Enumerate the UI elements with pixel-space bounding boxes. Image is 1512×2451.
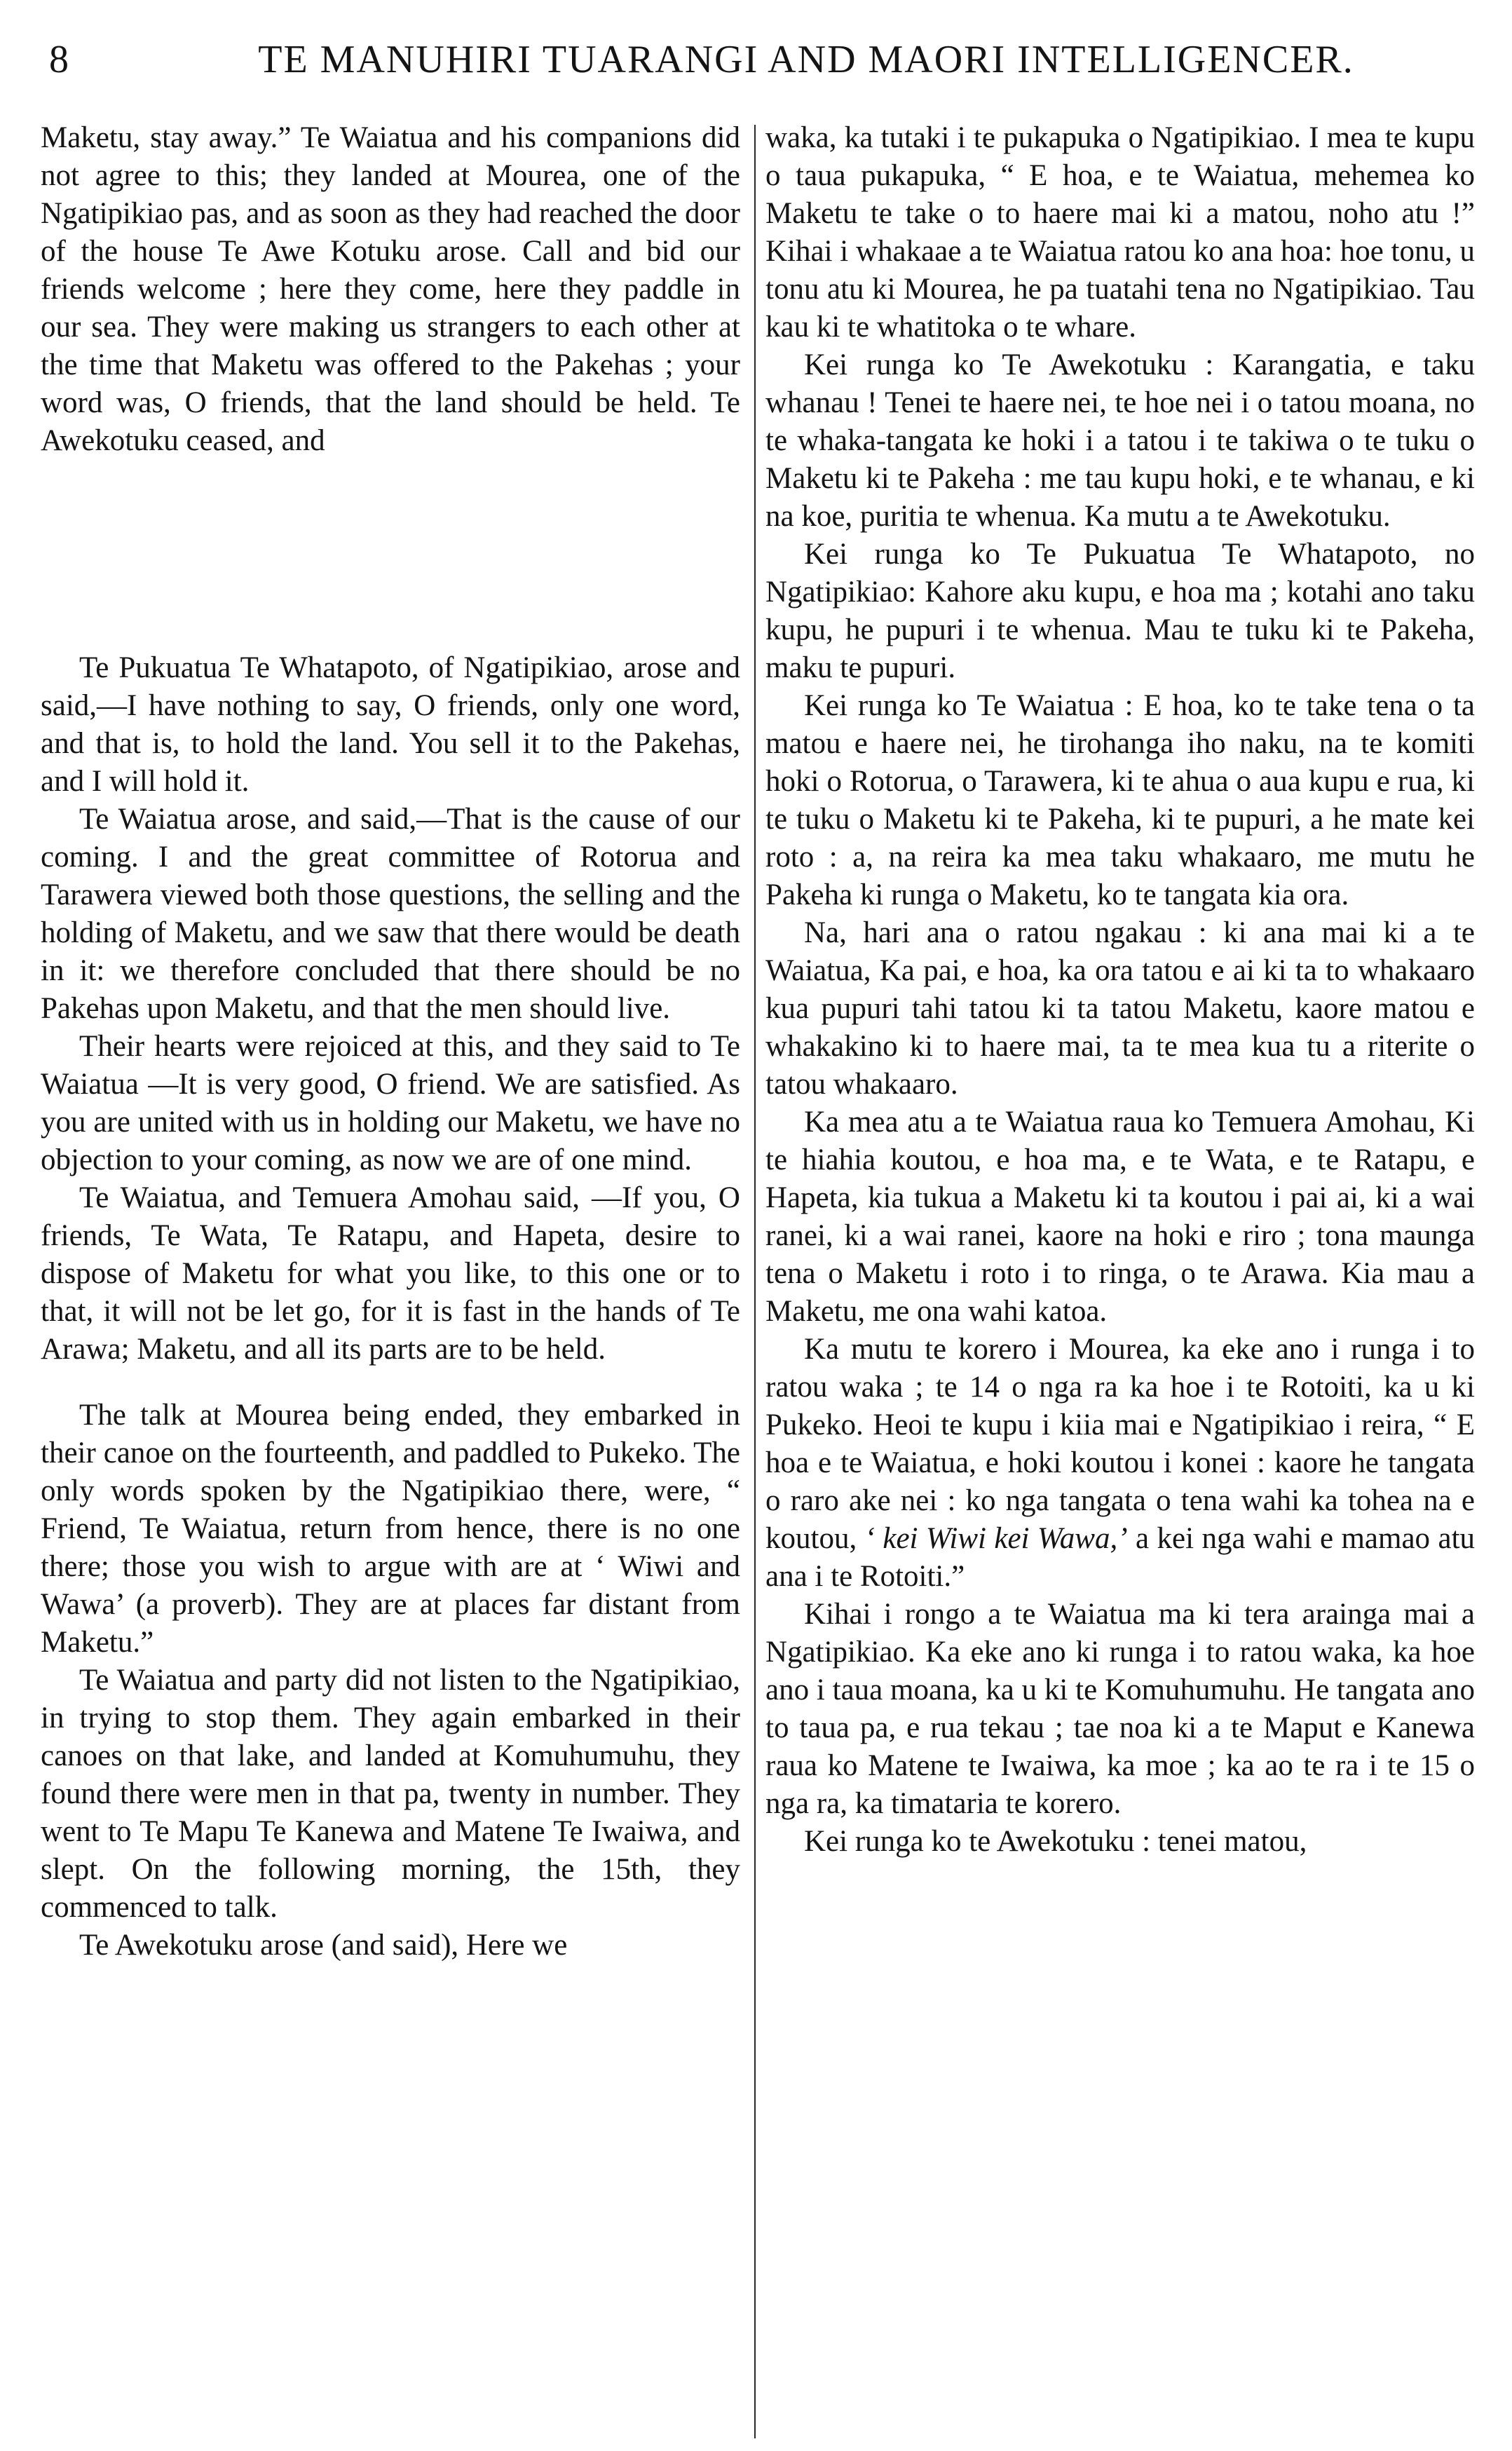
column-gap bbox=[41, 1369, 740, 1397]
paragraph: Na, hari ana o ratou ngakau : ki ana mai ki a te Waiatua, Ka pai, e hoa, ka ora tatou e ai ki ta to whakaaro kua pupuri tahi tatou ki ta tatou Maketu, kaore matou e whakakino ki to haere mai, ta te mea kua tu a riterite o tatou whakaaro. bbox=[765, 916, 1475, 1101]
page-number: 8 bbox=[49, 38, 69, 81]
english-column bbox=[41, 119, 740, 2433]
paragraph: waka, ka tutaki i te pukapuka o Ngatipikiao. I mea te kupu o taua pukapuka, “ E hoa, e te Waiatua, mehemea ko Maketu te take o to haere mai ki a matou, noho atu !” Kihai i whakaae a te Waiatua ratou ko ana hoa: hoe tonu, u tonu atu ki Mourea, he pa tuatahi tena no Ngatipikiao. Tau kau ki te whatitoka o te whare. bbox=[765, 121, 1475, 344]
paragraph: Kei runga ko Te Awekotuku : Karangatia, e taku whanau ! Tenei te haere nei, te hoe nei i o tatou moana, no te whaka-tangata ke hoki i a tatou i te takiwa o te tuku o Maketu ki te Pakeha : me tau kupu hoki, e te whanau, e ki na koe, puritia te whenua. Ka mutu a te Awekotuku. bbox=[765, 348, 1475, 533]
paragraph: Their hearts were rejoiced at this, and they said to Te Waiatua —It is very good, O friend. We are satisfied. As you are united with us in holding our Maketu, we have no objection to your coming, as now we are of one mind. bbox=[41, 1030, 740, 1176]
paragraph: Te Awekotuku arose (and said), Here we bbox=[79, 1929, 568, 1962]
maori-column bbox=[765, 119, 1475, 2433]
paragraph: Te Pukuatua Te Whatapoto, of Ngatipikiao, arose and said,—I have nothing to say, O friends, only one word, and that is, to hold the land. You sell it to the Pakehas, and I will hold it. bbox=[41, 651, 740, 798]
paragraph: Maketu, stay away.” Te Waiatua and his companions did not agree to this; they landed at Mourea, one of the Ngatipikiao pas, and as soon as they had reached the door of the house Te Awe Kotuku arose. Call and bid our friends welcome ; here they come, here they paddle in our sea. They were making us strangers to each other at the time that Maketu was offered to the Pakehas ; your word was, O friends, that the land should be held. Te Awekotuku ceased, and bbox=[41, 121, 740, 457]
paragraph-text: Ka mutu te korero i Mourea, ka eke ano i runga i to ratou waka ; te 14 o nga ra ka hoe i te Rotoiti, ka u ki Pukeko. Heoi te kupu i kiia mai e Ngatipikiao i reira, “ E hoa e te Waiatua, e hoki koutou i konei : kaore he tangata o raro ake nei : ko nga tangata o tena wahi ka tohea na e koutou, bbox=[765, 1333, 1475, 1555]
column-divider bbox=[754, 125, 756, 2438]
paragraph: Kei runga ko Te Waiatua : E hoa, ko te take tena o ta matou e haere nei, he tirohanga iho naku, na te komiti hoki o Rotorua, o Tarawera, ki te ahua o aua kupu e rua, ki te tuku o Maketu ki te Pakeha, ki te pupuri, a he mate kei roto : a, na reira ka mea taku whakaaro, me mutu he Pakeha ki runga o Maketu, ko te tangata kia ora. bbox=[765, 689, 1475, 911]
paragraph bbox=[765, 1331, 1475, 1596]
page-title: TE MANUHIRI TUARANGI AND MAORI INTELLIGENCER. bbox=[258, 38, 1354, 81]
proverb-italic: ‘ kei Wiwi kei Wawa,’ bbox=[864, 1522, 1128, 1555]
paragraph: The talk at Mourea being ended, they embarked in their canoe on the fourteenth, and paddled to Pukeko. The only words spoken by the Ngatipikiao there, were, “ Friend, Te Waiatua, return from hence, there is no one there; those you wish to argue with are at ‘ Wiwi and Wawa’ (a proverb). They are at places far distant from Maketu.” bbox=[41, 1399, 740, 1659]
paragraph-text: a kei nga wahi e mamao atu ana i te Rotoiti.” bbox=[765, 1522, 1476, 1593]
paragraph: Te Waiatua and party did not listen to the Ngatipikiao, in trying to stop them. They again embarked in their canoes on that lake, and landed at Komuhumuhu, they found there were men in that pa, twenty in number. They went to Te Mapu Te Kanewa and Matene Te Iwaiwa, and slept. On the following morning, the 15th, they commenced to talk. bbox=[41, 1664, 740, 1924]
paragraph: Te Waiatua, and Temuera Amohau said, —If you, O friends, Te Wata, Te Ratapu, and Hapeta, desire to dispose of Maketu for what you like, to this one or to that, it will not be let go, for it is fast in the hands of Te Arawa; Maketu, and all its parts are to be held. bbox=[41, 1181, 740, 1366]
paragraph: Ka mea atu a te Waiatua raua ko Temuera Amohau, Ki te hiahia koutou, e hoa ma, e te Wata, e te Ratapu, e Hapeta, kia tukua a Maketu ki ta koutou i pai ai, ki a wai ranei, ki a wai ranei, kaore na hoki e riro ; tona maunga tena o Maketu i roto i to ringa, o te Arawa. Kia mau a Maketu, me ona wahi katoa. bbox=[765, 1106, 1475, 1328]
paragraph: Te Waiatua arose, and said,—That is the cause of our coming. I and the great committee of Rotorua and Tarawera viewed both those questions, the selling and the holding of Maketu, and we saw that there would be death in it: we therefore concluded that there should be no Pakehas upon Maketu, and that the men should live. bbox=[41, 803, 740, 1025]
paragraph: Kei runga ko te Awekotuku : tenei matou, bbox=[804, 1825, 1307, 1858]
paragraph: Kihai i rongo a te Waiatua ma ki tera arainga mai a Ngatipikiao. Ka eke ano ki runga i to ratou waka, ka hoe ano i taua moana, ka u ki te Komuhumuhu. He tangata ano to taua pa, e rua tekau ; tae noa ki a te Maput e Kanewa raua ko Matene te Iwaiwa, ka moe ; ka ao te ra i te 15 o nga ra, ka timataria te korero. bbox=[765, 1598, 1475, 1820]
paragraph: Kei runga ko Te Pukuatua Te Whatapoto, no Ngatipikiao: Kahore aku kupu, e hoa ma ; kotahi ano taku kupu, he pupuri i te whenua. Mau te tuku ki te Pakeha, maku te pupuri. bbox=[765, 538, 1475, 684]
column-gap bbox=[41, 460, 740, 649]
page-header bbox=[49, 28, 1444, 91]
